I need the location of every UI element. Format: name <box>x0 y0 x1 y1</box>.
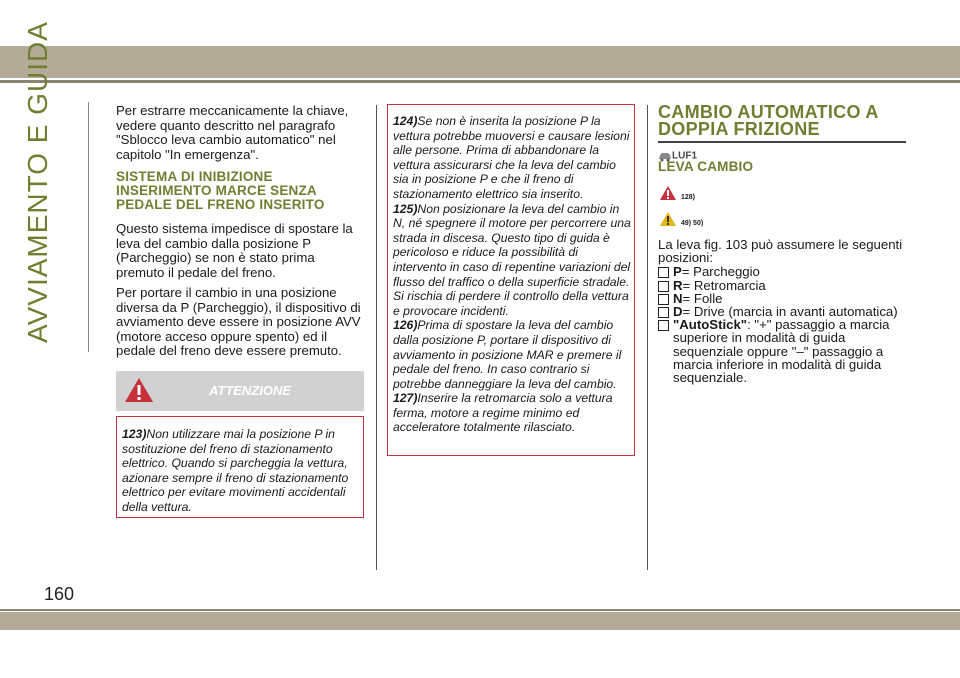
warning-box <box>116 416 364 518</box>
paragraph-1: Questo sistema impedisce di spostare la leva del cambio dalla posizione P (Parcheggio) se non è stato prima premuto il pedale del freno. <box>116 221 353 280</box>
info-icon <box>660 212 676 226</box>
position-desc: = Drive (marcia in avanti automatica) <box>682 304 898 320</box>
position-item <box>658 318 908 384</box>
chapter-title-rule <box>658 141 906 143</box>
footer-rule <box>0 609 960 611</box>
intro-paragraph: Per estrarre meccanicamente la chiave, vedere quanto descritto nel paragrafo "Sblocco leva cambio automatico" nel capitolo "In emergenza". <box>116 103 349 162</box>
position-desc: = Parcheggio <box>681 264 760 280</box>
header-rule <box>0 80 960 83</box>
warning-item-number: 125) <box>393 201 418 216</box>
square-bullet-icon <box>658 281 669 292</box>
position-desc: = Retromarcia <box>682 277 766 293</box>
square-bullet-icon <box>658 320 669 331</box>
position-key: P <box>673 264 682 280</box>
square-bullet-icon <box>658 294 669 305</box>
header-band <box>0 46 960 78</box>
warning-item-text: Prima di spostare la leva del cambio dalla posizione P, portare il dispositivo di avviamento in posizione MAR e premere il pedale del freno. In caso contrario si potrebbe danneggiare la leva del cambio. <box>393 318 622 391</box>
warning-item-text: Inserire la retromarcia solo a vettura ferma, motore a regime minimo ed acceleratore totalmente rilasciato. <box>393 391 613 435</box>
warning-item-text: Non posizionare la leva del cambio in N, né spegnere il motore per percorrere una strada in discesa. Questo tipo di guida è pericoloso e riduce la possibilità di intervento in caso di repentine variazioni del flusso del traffico o della superficie stradale. Si rischia di perdere il controllo della vettura e provocare incidenti. <box>393 201 631 318</box>
warning-text: Non utilizzare mai la posizione P in sostituzione del freno di stazionamento elettrico. Quando si parcheggia la vettura, azionare sempre il freno di stazionamento elettrico per evitare movimenti accidentali della vettura. <box>122 427 349 514</box>
positions-intro: La leva fig. 103 può assumere le seguenti posizioni: <box>658 237 903 266</box>
warning-icon <box>660 186 676 200</box>
warning-item-number: 126) <box>393 318 418 333</box>
position-key: "AutoStick" <box>673 317 748 333</box>
side-divider <box>88 102 89 352</box>
column-divider-1 <box>376 105 377 570</box>
note-ref: 49) 50) <box>681 220 704 227</box>
square-bullet-icon <box>658 267 669 278</box>
warning-ref: 128) <box>681 194 696 201</box>
warning-item <box>393 114 631 202</box>
position-key: D <box>673 304 683 320</box>
column-3-body <box>658 238 908 384</box>
column-1 <box>116 104 366 365</box>
section-side-title: AVVIAMENTO E GUIDA <box>22 21 53 343</box>
version-code: LUF1 <box>672 150 697 162</box>
warning-item-number: 127) <box>393 391 418 406</box>
column-divider-2 <box>647 105 648 570</box>
subsection-heading: LEVA CAMBIO <box>658 159 754 174</box>
warning-item-text: Se non è inserita la posizione P la vettura potrebbe muoversi e causare lesioni alle persone. Prima di abbandonare la vettura assicurarsi che la leva del cambio sia in posizione P e che il freno di stazionamento elettrico sia inserito. <box>393 114 630 201</box>
position-key: R <box>673 277 683 293</box>
square-bullet-icon <box>658 307 669 318</box>
position-key: N <box>673 290 683 306</box>
warning-item <box>393 318 631 391</box>
warning-item <box>393 391 631 435</box>
warnings-continued-box <box>387 104 635 456</box>
page-number: 160 <box>44 584 75 604</box>
warning-label: ATTENZIONE <box>208 383 292 398</box>
warning-number: 123) <box>122 427 147 441</box>
position-desc: = Folle <box>682 290 723 306</box>
footer-band <box>0 612 960 630</box>
position-desc: : "+" passaggio a marcia superiore in modalità di guida sequenziale oppure "–" passaggio a marcia inferiore in modalità di guida sequenziale. <box>673 317 890 386</box>
warning-item-number: 124) <box>393 114 418 128</box>
chapter-title: CAMBIO AUTOMATICO A DOPPIA FRIZIONE <box>658 102 879 139</box>
warning-header <box>116 371 364 411</box>
warning-item <box>393 202 631 319</box>
section-heading: SISTEMA DI INIBIZIONE INSERIMENTO MARCE SENZA PEDALE DEL FRENO INSERITO <box>116 169 325 212</box>
paragraph-2: Per portare il cambio in una posizione diversa da P (Parcheggio), il dispositivo di avviamento deve essere in posizione AVV (motore acceso oppure spento) ed il pedale del freno deve essere premuto. <box>116 285 361 358</box>
